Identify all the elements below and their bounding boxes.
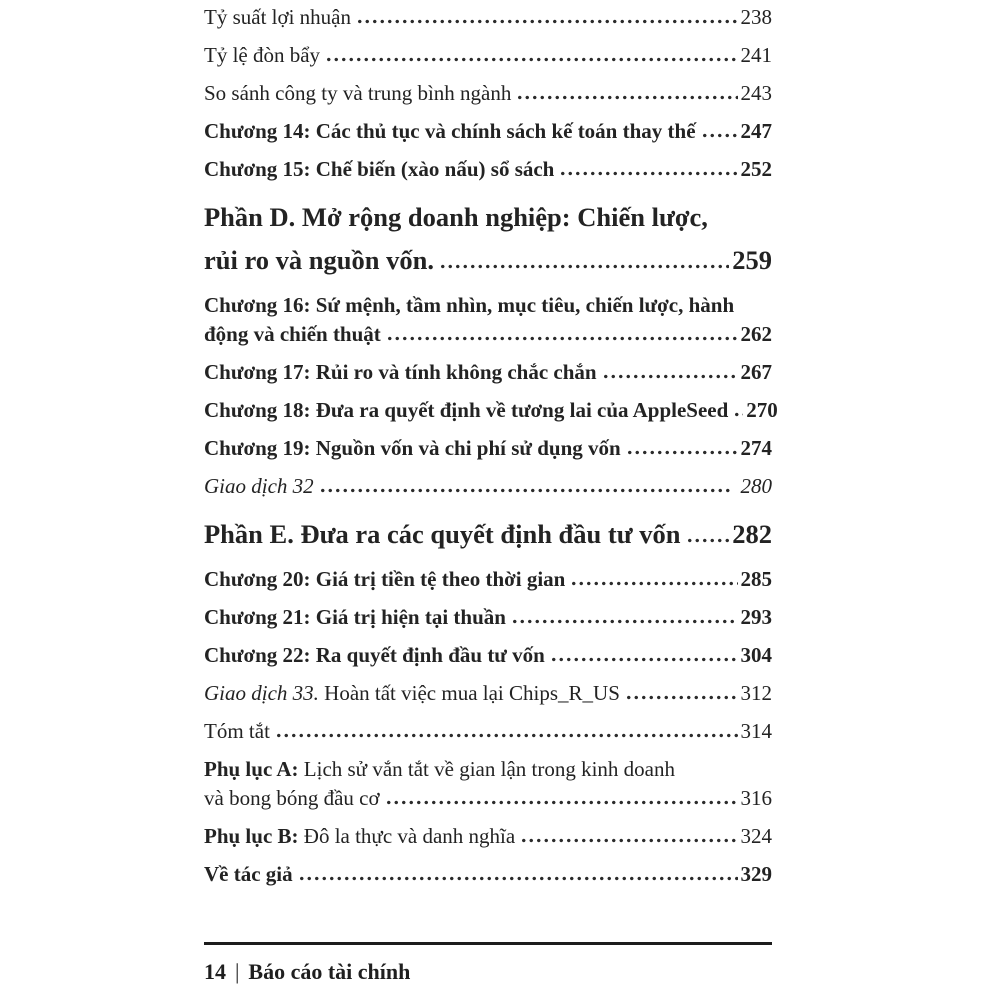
toc-entry	[204, 41, 772, 70]
footer-divider	[204, 942, 772, 945]
toc-row	[204, 641, 772, 670]
toc-page-number: 304	[740, 643, 772, 667]
dotted-leader	[325, 57, 737, 62]
toc-entry-label: Chương 20: Giá trị tiền tệ theo thời gian	[204, 567, 566, 591]
dotted-leader	[701, 133, 738, 138]
toc-row	[204, 239, 772, 282]
toc-entry	[204, 434, 772, 463]
toc-entry-label: Tóm tắt	[204, 719, 270, 743]
toc-entry	[204, 117, 772, 146]
toc-row	[204, 41, 772, 70]
toc-entry-prefix: Phụ lục B:	[204, 824, 299, 848]
dotted-leader	[625, 695, 738, 700]
footer-page-number: 14	[204, 959, 226, 984]
toc-row	[204, 79, 772, 108]
toc-entry-label: Chương 16: Sứ mệnh, tầm nhìn, mục tiêu, chiến lược, hành	[204, 293, 735, 317]
toc-row	[204, 679, 772, 708]
dotted-leader	[385, 800, 738, 805]
toc-list	[204, 3, 778, 898]
toc-entry	[204, 603, 772, 632]
dotted-leader	[559, 171, 737, 176]
dotted-leader	[602, 374, 738, 379]
toc-page-number: 267	[740, 360, 772, 384]
toc-page-number: 293	[740, 605, 772, 629]
toc-page-number: 316	[740, 786, 772, 810]
toc-entry-label: Lịch sử vắn tắt về gian lận trong kinh doanh	[298, 757, 675, 781]
toc-page-number: 259	[732, 245, 772, 275]
toc-row	[204, 3, 772, 32]
toc-entry	[204, 860, 772, 889]
dotted-leader	[686, 538, 730, 543]
toc-section-heading	[204, 196, 772, 282]
toc-entry	[204, 472, 772, 501]
toc-entry	[204, 641, 772, 670]
toc-entry	[204, 358, 772, 387]
dotted-leader	[356, 19, 738, 24]
toc-entry-prefix: Phụ lục A:	[204, 757, 299, 781]
toc-entry-label: Hoàn tất việc mua lại Chips_R_US	[318, 681, 620, 705]
toc-entry-label: Chương 18: Đưa ra quyết định về tương lai của AppleSeed	[204, 398, 729, 422]
toc-entry	[204, 291, 772, 349]
toc-entry-label: Chương 22: Ra quyết định đầu tư vốn	[204, 643, 545, 667]
dotted-leader	[298, 876, 738, 881]
toc-row	[204, 822, 772, 851]
toc-row	[204, 396, 778, 425]
toc-row	[204, 755, 772, 784]
toc-page-number: 280	[735, 474, 772, 498]
toc-entry	[204, 155, 772, 184]
dotted-leader	[626, 450, 738, 455]
toc-page-number: 247	[740, 119, 772, 143]
toc-entry-label: Chương 14: Các thủ tục và chính sách kế toán thay thế	[204, 119, 696, 143]
toc-entry-label: Về tác giả	[204, 862, 293, 886]
toc-entry	[204, 679, 772, 708]
toc-entry-label: Chương 21: Giá trị hiện tại thuần	[204, 605, 506, 629]
toc-page-number: 329	[740, 862, 772, 886]
toc-entry	[204, 79, 772, 108]
toc-row	[204, 860, 772, 889]
toc-entry-label: động và chiến thuật	[204, 322, 381, 346]
toc-entry-label: rủi ro và nguồn vốn.	[204, 245, 434, 275]
toc-entry	[204, 565, 772, 594]
toc-row	[204, 717, 772, 746]
toc-page-number: 262	[740, 322, 772, 346]
dotted-leader	[275, 733, 738, 738]
toc-entry	[204, 3, 772, 32]
toc-row	[204, 291, 772, 320]
dotted-leader	[319, 488, 733, 493]
toc-page-number: 274	[740, 436, 772, 460]
toc-entry	[204, 822, 772, 851]
toc-entry-label: Đô la thực và danh nghĩa	[298, 824, 516, 848]
dotted-leader	[550, 657, 738, 662]
toc-row	[204, 358, 772, 387]
toc-entry-label: Chương 19: Nguồn vốn và chi phí sử dụng vốn	[204, 436, 621, 460]
toc-page-number: 243	[740, 81, 772, 105]
toc-row	[204, 784, 772, 813]
toc-row	[204, 196, 772, 239]
dotted-leader	[733, 412, 743, 417]
toc-entry-label: Phần D. Mở rộng doanh nghiệp: Chiến lược,	[204, 202, 708, 232]
toc-page-number: 314	[740, 719, 772, 743]
toc-entry-label: Phần E. Đưa ra các quyết định đầu tư vốn	[204, 519, 681, 549]
toc-page-number: 238	[740, 5, 772, 29]
toc-entry-label: Chương 17: Rủi ro và tính không chắc chắn	[204, 360, 597, 384]
toc-row	[204, 117, 772, 146]
dotted-leader	[386, 336, 738, 341]
toc-page-number: 241	[740, 43, 772, 67]
dotted-leader	[511, 619, 738, 624]
toc-entry-label: Chương 15: Chế biến (xào nấu) sổ sách	[204, 157, 555, 181]
dotted-leader	[570, 581, 737, 586]
toc-page-number: 270	[746, 398, 778, 422]
toc-entry-label: Tỷ suất lợi nhuận	[204, 5, 351, 29]
footer	[204, 957, 410, 987]
toc-row	[204, 472, 772, 501]
toc-row	[204, 320, 772, 349]
toc-entry-label: So sánh công ty và trung bình ngành	[204, 81, 512, 105]
toc-page-number: 285	[740, 567, 772, 591]
toc-page-number: 324	[740, 824, 772, 848]
dotted-leader	[439, 264, 729, 269]
dotted-leader	[516, 95, 737, 100]
dotted-leader	[520, 838, 737, 843]
toc-section-heading	[204, 513, 772, 556]
footer-separator: |	[235, 959, 240, 984]
toc-page-number: 252	[740, 157, 772, 181]
toc-row	[204, 603, 772, 632]
toc-page-number: 282	[732, 519, 772, 549]
toc-row	[204, 513, 772, 556]
footer-book-title: Báo cáo tài chính	[248, 959, 411, 984]
toc-entry	[204, 717, 772, 746]
toc-row	[204, 565, 772, 594]
toc-entry-label: và bong bóng đầu cơ	[204, 786, 380, 810]
toc-entry	[204, 396, 778, 425]
toc-entry	[204, 755, 772, 813]
toc-page-number: 312	[740, 681, 772, 705]
toc-row	[204, 434, 772, 463]
toc-entry-prefix: Giao dịch 33.	[204, 681, 319, 705]
toc-entry-label: Giao dịch 32	[204, 474, 314, 498]
toc-row	[204, 155, 772, 184]
toc-entry-label: Tỷ lệ đòn bẩy	[204, 43, 321, 67]
